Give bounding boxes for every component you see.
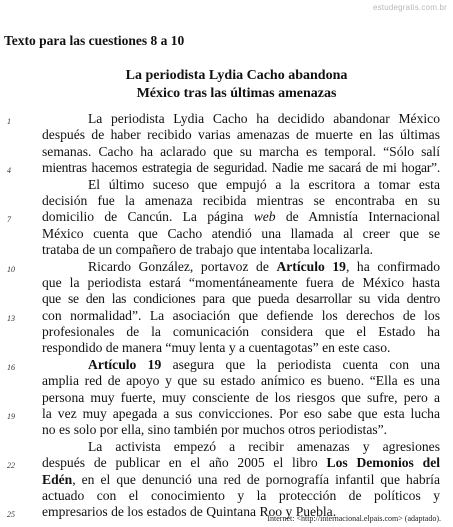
line-number: 19 xyxy=(7,412,15,422)
text-line xyxy=(0,390,453,406)
bold-term: Artículo 19 xyxy=(88,356,162,372)
text-line xyxy=(0,406,453,422)
bold-term: Edén xyxy=(42,471,73,487)
line-number: 22 xyxy=(7,461,15,471)
text-line xyxy=(0,340,453,356)
line-text-part: , en el que denunció una red de pornografía infantil que habría xyxy=(72,471,440,487)
bold-term: Artículo 19 xyxy=(276,258,346,274)
text-line xyxy=(0,439,453,455)
line-text-part: de Amnistía Internacional xyxy=(275,209,440,225)
line-text: respondido de manera “muy lenta y a cuentagotas” en este caso. xyxy=(42,340,391,356)
line-text: no es solo por ella, sino también por muchos otros periodistas”. xyxy=(42,422,388,438)
line-number: 10 xyxy=(7,264,15,274)
line-number: 4 xyxy=(7,166,11,176)
line-text: que la periodista estará “momentáneamente fuera de México hasta xyxy=(42,274,440,290)
line-text-part: después de publicar en el año 2005 el libro xyxy=(42,455,327,471)
line-text: decisión fue la amenaza recibida mientras se encontraba en su xyxy=(42,192,440,208)
line-text: que se den las condiciones para que pueda desarrollar su vida dentro xyxy=(42,291,440,307)
line-text: amplia red de apoyo y que su estado anímico es bueno. “Ella es una xyxy=(42,373,440,389)
text-line xyxy=(0,160,453,176)
text-line xyxy=(0,127,453,143)
line-number: 1 xyxy=(7,117,11,126)
section-heading: Texto para las cuestiones 8 a 10 xyxy=(4,33,185,48)
line-number: 13 xyxy=(7,313,15,323)
line-text-part: asegura que la periodista cuenta con una xyxy=(161,356,440,372)
text-line xyxy=(0,488,453,504)
source-citation: Internet: <http://internacional.elpais.com> (adaptado). xyxy=(267,514,441,523)
line-number: 16 xyxy=(7,362,15,372)
line-number: 25 xyxy=(7,510,15,520)
title-line-1: La periodista Lydia Cacho abandona xyxy=(125,68,348,83)
line-text xyxy=(42,209,440,225)
text-line xyxy=(0,111,453,127)
line-text: El último suceso que empujó a la escritora a tomar esta xyxy=(88,176,440,192)
line-text xyxy=(42,472,440,488)
line-text: La activista empezó a recibir amenazas y agresiones xyxy=(88,438,440,454)
text-line xyxy=(0,242,453,258)
line-text: empresarios de los estados de Quintana Roo y Puebla. xyxy=(42,504,337,520)
title-line-2: México tras las últimas amenazas xyxy=(136,86,337,101)
text-line xyxy=(0,226,453,242)
article-title xyxy=(24,67,449,103)
line-text: mientras hacemos estrategia de seguridad. Nadie me sacará de mi hogar”. xyxy=(42,160,440,176)
text-line xyxy=(0,308,453,324)
line-text-part: Ricardo González, portavoz de xyxy=(88,258,277,274)
line-text: trataba de un compañero de trabajo que intentaba localizarla. xyxy=(42,242,373,258)
line-text: profesionales de la comunicación considera que el Estado ha xyxy=(42,324,440,340)
text-line xyxy=(0,455,453,471)
text-line xyxy=(0,177,453,193)
line-text: con normalidad”. La asociación que defiende los derechos de los xyxy=(42,307,440,323)
line-text: después de haber recibido varias amenazas de muerte en las últimas xyxy=(42,127,440,143)
bold-term: Los Demonios del xyxy=(326,455,441,471)
text-line xyxy=(0,209,453,225)
text-line xyxy=(0,291,453,307)
line-text: La periodista Lydia Cacho ha decidido abandonar México xyxy=(88,111,440,126)
line-text xyxy=(42,455,440,471)
italic-term: web xyxy=(253,209,276,225)
text-line xyxy=(0,472,453,488)
text-line xyxy=(0,357,453,373)
watermark: estudegratis.com.br xyxy=(372,3,447,12)
text-line xyxy=(0,275,453,291)
text-line xyxy=(0,422,453,438)
line-text: la vez muy apegada a sus convicciones. Por eso sabe que esta lucha xyxy=(42,406,440,422)
text-line xyxy=(0,373,453,389)
line-number: 7 xyxy=(7,215,11,225)
line-text: México cuenta que Cacho atendió una llamada al creer que se xyxy=(42,225,440,241)
line-text-part: , ha confirmado xyxy=(345,258,440,274)
text-line xyxy=(0,259,453,275)
text-line xyxy=(0,324,453,340)
line-text xyxy=(88,357,440,373)
line-text: semanas. Cacho ha aclarado que su marcha es temporal. “Sólo salí xyxy=(42,143,440,159)
article-body xyxy=(0,111,453,521)
text-line xyxy=(0,193,453,209)
line-text: actuado con el conocimiento y la protección de políticos y xyxy=(42,487,440,503)
line-text-part: domicilio de Cancún. La página xyxy=(42,209,254,225)
line-text xyxy=(88,259,440,275)
text-line xyxy=(0,144,453,160)
line-text: persona muy fuerte, muy consciente de los riesgos que sufre, pero a xyxy=(42,389,440,405)
